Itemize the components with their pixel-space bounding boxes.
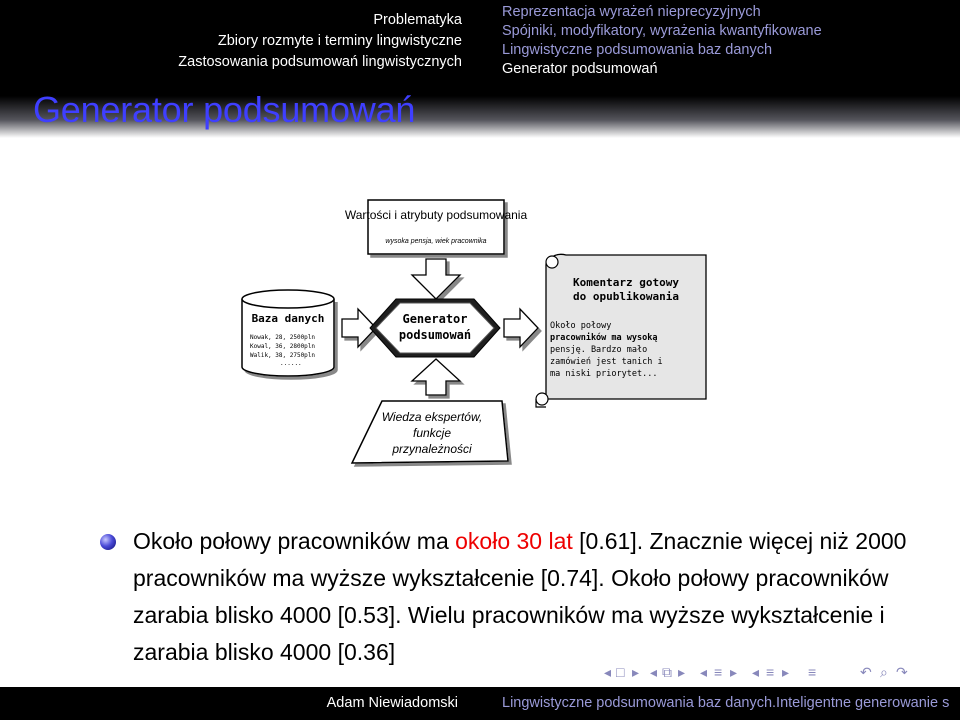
bullet-icon — [100, 534, 116, 550]
right-arrow-icon — [504, 309, 538, 347]
scroll-text-line: zamówień jest tanich i — [550, 357, 663, 367]
next-section-icon[interactable]: ▸ — [730, 664, 738, 680]
next-frame-icon[interactable]: ▸ — [632, 664, 640, 680]
scroll-text-line: ma niski priorytet... — [550, 369, 658, 379]
attributes-title: Wartości i atrybuty podsumowania — [344, 208, 528, 222]
expert-knowledge-label: przynależności — [392, 442, 472, 456]
scroll-text-line: Około połowy — [550, 321, 612, 331]
generator-label: podsumowań — [398, 328, 472, 342]
footer-title: Lingwistyczne podsumowania baz danych.Inteligentne generowanie s — [502, 695, 950, 711]
undo-icon[interactable]: ↶ — [860, 664, 872, 680]
expert-knowledge-label: funkcje — [412, 426, 452, 440]
expert-knowledge-box — [352, 401, 508, 463]
next-subsection-icon[interactable]: ▸ — [678, 664, 686, 680]
generator-hexagon — [370, 299, 500, 357]
summary-generator-diagram — [240, 195, 710, 475]
expert-knowledge-label: Wiedza ekspertów, — [381, 410, 483, 424]
nav-section-problematyka[interactable]: Problematyka — [373, 12, 462, 28]
summary-bullet-text — [133, 523, 913, 671]
scroll-text-line: pracowników ma wysoką — [550, 333, 658, 343]
next-part-icon[interactable]: ▸ — [782, 664, 790, 680]
database-title: Baza danych — [251, 312, 325, 325]
database-row: Kowal, 36, 2800pln — [250, 343, 316, 350]
nav-subsection-podsumowania[interactable]: Lingwistyczne podsumowania baz danych — [502, 42, 773, 58]
database-cylinder — [242, 290, 334, 376]
summary-attributes-box — [345, 200, 528, 254]
bullet-text-part: [0.61]. Znacznie więcej niż 2000 pracowników ma wyższe wykształcenie [0.74]. Około połowy pracowników zarabia blisko 4000 [0.53]. Wielu pracowników ma wyższe wykształcenie i zarabia blisko 4000 [0.36] — [133, 528, 907, 665]
bullet-highlight: około 30 lat — [455, 528, 573, 554]
down-arrow-icon — [412, 259, 460, 299]
scroll-title: Komentarz gotowy — [573, 276, 679, 289]
publication-scroll — [536, 254, 706, 407]
scroll-title: do opublikowania — [573, 290, 679, 303]
footer-author: Adam Niewiadomski — [326, 695, 458, 711]
frame-icon[interactable]: □ — [616, 664, 625, 680]
header-bar — [0, 0, 960, 78]
beamer-navigation-controls — [592, 664, 957, 686]
align-icon[interactable]: ≡ — [808, 664, 817, 680]
generator-label: Generator — [402, 312, 468, 326]
footer-bar — [0, 687, 960, 720]
database-row: Walik, 38, 2750pln — [250, 352, 316, 359]
section-navigation — [0, 0, 468, 78]
nav-section-zbiory-rozmyte[interactable]: Zbiory rozmyte i terminy lingwistyczne — [217, 33, 462, 49]
up-arrow-icon — [412, 359, 460, 395]
scroll-text-line: pensję. Bardzo mało — [550, 345, 648, 355]
attributes-subtitle: wysoka pensja, wiek pracownika — [385, 238, 487, 245]
nav-subsection-reprezentacja[interactable]: Reprezentacja wyrażeń nieprecyzyjnych — [502, 4, 761, 20]
subsection-navigation — [502, 0, 960, 78]
nav-subsection-spojniki[interactable]: Spójniki, modyfikatory, wyrażenia kwantyfikowane — [502, 23, 822, 39]
prev-subsection-icon[interactable]: ◂ — [650, 664, 658, 680]
database-row: ...... — [280, 360, 302, 367]
search-icon[interactable]: ⌕ — [880, 664, 888, 680]
nav-subsection-generator[interactable]: Generator podsumowań — [502, 61, 658, 77]
frame-title: Generator podsumowań — [33, 89, 416, 130]
nav-section-zastosowania[interactable]: Zastosowania podsumowań lingwistycznych — [178, 54, 462, 70]
part-icon[interactable]: ≡ — [766, 664, 775, 680]
prev-frame-icon[interactable]: ◂ — [604, 664, 612, 680]
prev-section-icon[interactable]: ◂ — [700, 664, 708, 680]
prev-part-icon[interactable]: ◂ — [752, 664, 760, 680]
section-icon[interactable]: ≡ — [714, 664, 723, 680]
redo-icon[interactable]: ↷ — [896, 664, 908, 680]
subsection-icon[interactable]: ⧉ — [662, 664, 672, 680]
bullet-text-part: Około połowy pracowników ma — [133, 528, 456, 554]
database-row: Nowak, 28, 2500pln — [250, 334, 316, 341]
